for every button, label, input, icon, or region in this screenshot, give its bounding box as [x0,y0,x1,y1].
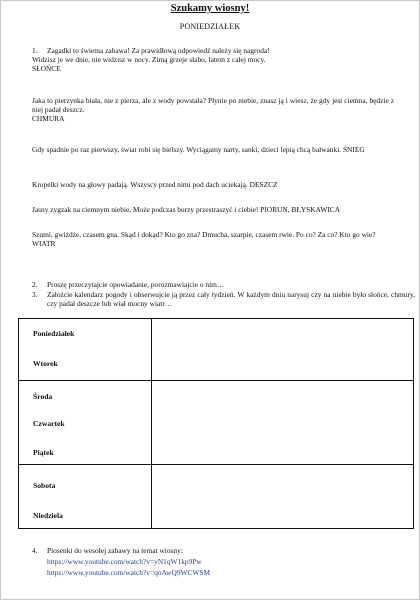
task1-intro: Zagadki to świetna zabawa! Za prawidłową odpowiedź należy się nagroda! [47,46,270,55]
weather-calendar-table [18,318,414,529]
task2-text: Proszę przeczytajcie opowiadanie, porozmawiajcie o nim… [47,280,225,289]
riddle-4 [32,180,394,189]
riddle-1 [32,55,394,73]
riddle-5-text: Jasny zygzak na ciemnym niebie, Może podczas burzy przestraszyć i ciebie! PIORUN, BŁYSKAWICA [32,205,341,214]
day-tuesday: Wtorek [33,359,58,368]
table-row-mon-tue-drawing[interactable] [152,319,414,381]
day-wednesday: Środa [33,392,53,401]
riddle-6 [32,230,394,248]
document-title: Szukamy wiosny! [170,3,250,14]
day-sunday: Niedziela [33,511,63,520]
day-heading: PONIEDZIAŁEK [179,22,241,31]
task4-text: Piosenki do wesołej zabawy na temat wiosny: [47,546,183,555]
riddle-2-answer: CHMURA [32,114,65,124]
task2-number: 2. [32,280,38,289]
day-monday: Poniedziałek [33,329,75,338]
youtube-link-2[interactable]: https://www.youtube.com/watch?v=qoAwQ9WCWSM [47,568,211,577]
riddle-6-text: Szumi, gwiżdże, czasem gna. Skąd i dokąd? Kto go zna? Dmucha, szarpie, czasem rwie. Po co? Za co? Kto go wie? [32,230,376,239]
riddle-6-answer: WIATR [32,239,56,249]
task3-number: 3. [32,290,38,299]
day-saturday: Sobota [33,481,56,490]
riddle-5 [32,205,394,214]
riddle-1-text: Widzisz je we dnie, nie widzisz w nocy. Zimą grzeje słabo, latem z całej mocy. [32,55,266,64]
youtube-link-1[interactable]: https://www.youtube.com/watch?v=yN1qW1kp9Pw [47,557,202,566]
day-friday: Piątek [33,448,54,457]
table-row-sat-sun-drawing[interactable] [152,465,414,529]
riddle-3 [32,145,394,154]
riddle-1-answer: SŁOŃCE [32,64,61,74]
riddle-4-text: Kropelki wody na głowy padają. Wszyscy przed nimi pod dach uciekają. DESZCZ [32,180,278,189]
table-row-wed-fri-drawing[interactable] [152,381,414,465]
task1-number: 1. [32,46,38,55]
task3-text: Założcie kalendarz pogody i obserwujcie ją przez cały tydzień. W każdym dniu narysuj czy na niebie było słońce, chmury, czy padał deszcze lub wiał mocny wiatr… [47,290,415,309]
task4-number: 4. [32,546,38,555]
riddle-3-text: Gdy spadnie po raz pierwszy, świat robi się bielszy. Wyciągamy narty, sanki, dzieci lepią chcą bałwanki. ŚNIEG [32,145,365,154]
riddle-2 [32,96,394,124]
riddle-2-text: Jaka to pierzynka biała, nie z pierza, ale z wody powstała? Płynie po niebie, znasz ją i wiesz, że gdy jest ciemna, będzie z niej padał deszcz. [32,96,394,115]
table-row-mon-tue-label [19,319,152,381]
day-thursday: Czwartek [33,419,65,428]
